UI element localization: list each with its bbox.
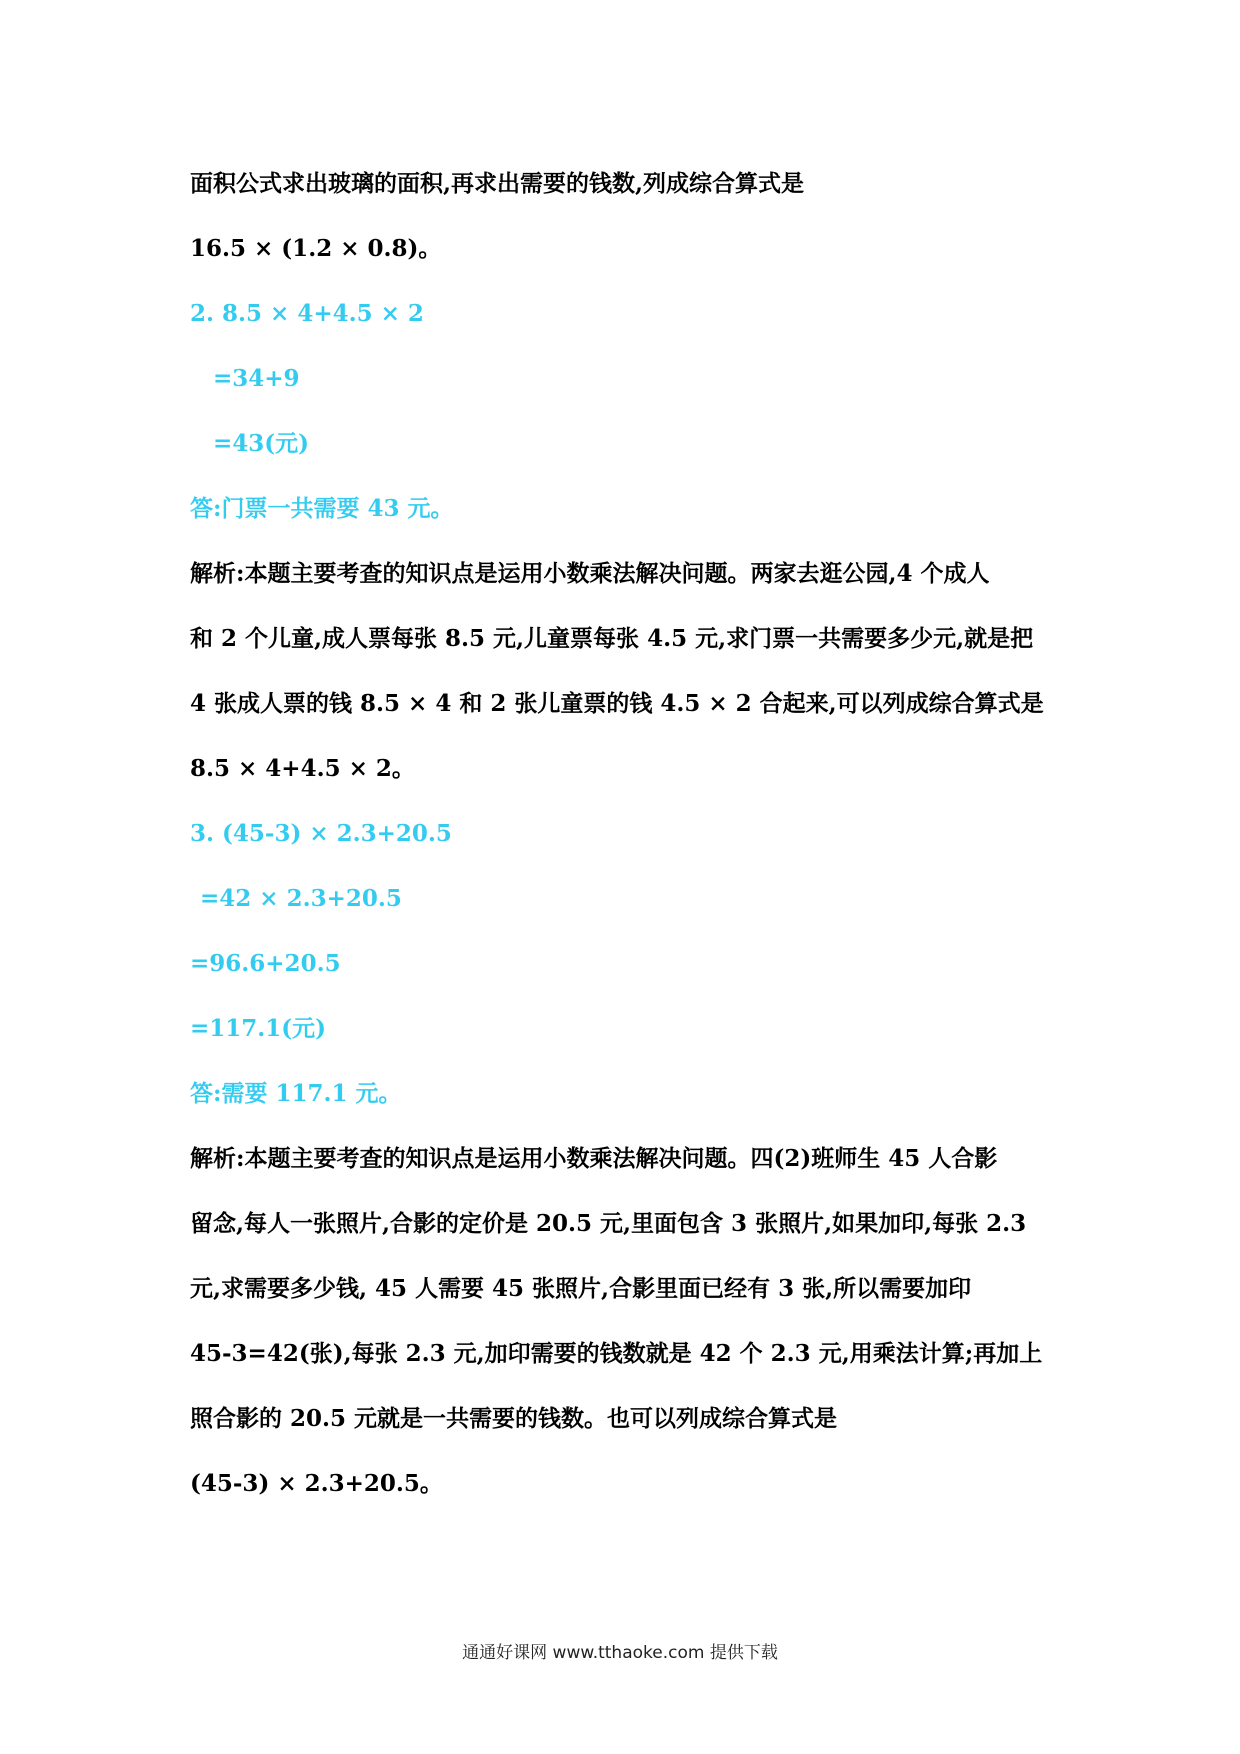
answer-line: =43(元): [213, 430, 310, 457]
text-line: 16.5 × (1.2 × 0.8)。: [190, 235, 442, 262]
answer-line: 2. 8.5 × 4+4.5 × 2: [190, 300, 424, 327]
answer-line: 3. (45-3) × 2.3+20.5: [190, 820, 452, 847]
answer-line: =96.6+20.5: [190, 950, 341, 977]
page-footer: 通通好课网 www.tthaoke.com 提供下载: [462, 1643, 778, 1663]
answer-line: =42 × 2.3+20.5: [200, 885, 402, 912]
answer-line: 答:需要 117.1 元。: [190, 1080, 402, 1107]
text-line: 45-3=42(张),每张 2.3 元,加印需要的钱数就是 42 个 2.3 元,用乘法计算;再加上: [190, 1340, 1043, 1367]
text-line: 照合影的 20.5 元就是一共需要的钱数。也可以列成综合算式是: [190, 1405, 838, 1432]
answer-line: 答:门票一共需要 43 元。: [190, 495, 454, 522]
text-line: 和 2 个儿童,成人票每张 8.5 元,儿童票每张 4.5 元,求门票一共需要多少元,就是把: [190, 625, 1034, 652]
text-line: 面积公式求出玻璃的面积,再求出需要的钱数,列成综合算式是: [190, 170, 805, 197]
text-line: (45-3) × 2.3+20.5。: [190, 1470, 443, 1497]
text-line: 留念,每人一张照片,合影的定价是 20.5 元,里面包含 3 张照片,如果加印,每张 2.3: [190, 1210, 1027, 1237]
text-line: 元,求需要多少钱, 45 人需要 45 张照片,合影里面已经有 3 张,所以需要加印: [190, 1275, 972, 1302]
answer-line: =117.1(元): [190, 1015, 327, 1042]
text-line: 解析:本题主要考查的知识点是运用小数乘法解决问题。四(2)班师生 45 人合影: [190, 1145, 998, 1172]
answer-line: =34+9: [213, 365, 300, 392]
text-line: 解析:本题主要考查的知识点是运用小数乘法解决问题。两家去逛公园,4 个成人: [190, 560, 990, 587]
text-line: 4 张成人票的钱 8.5 × 4 和 2 张儿童票的钱 4.5 × 2 合起来,可以列成综合算式是: [190, 690, 1044, 717]
text-line: 8.5 × 4+4.5 × 2。: [190, 755, 415, 782]
